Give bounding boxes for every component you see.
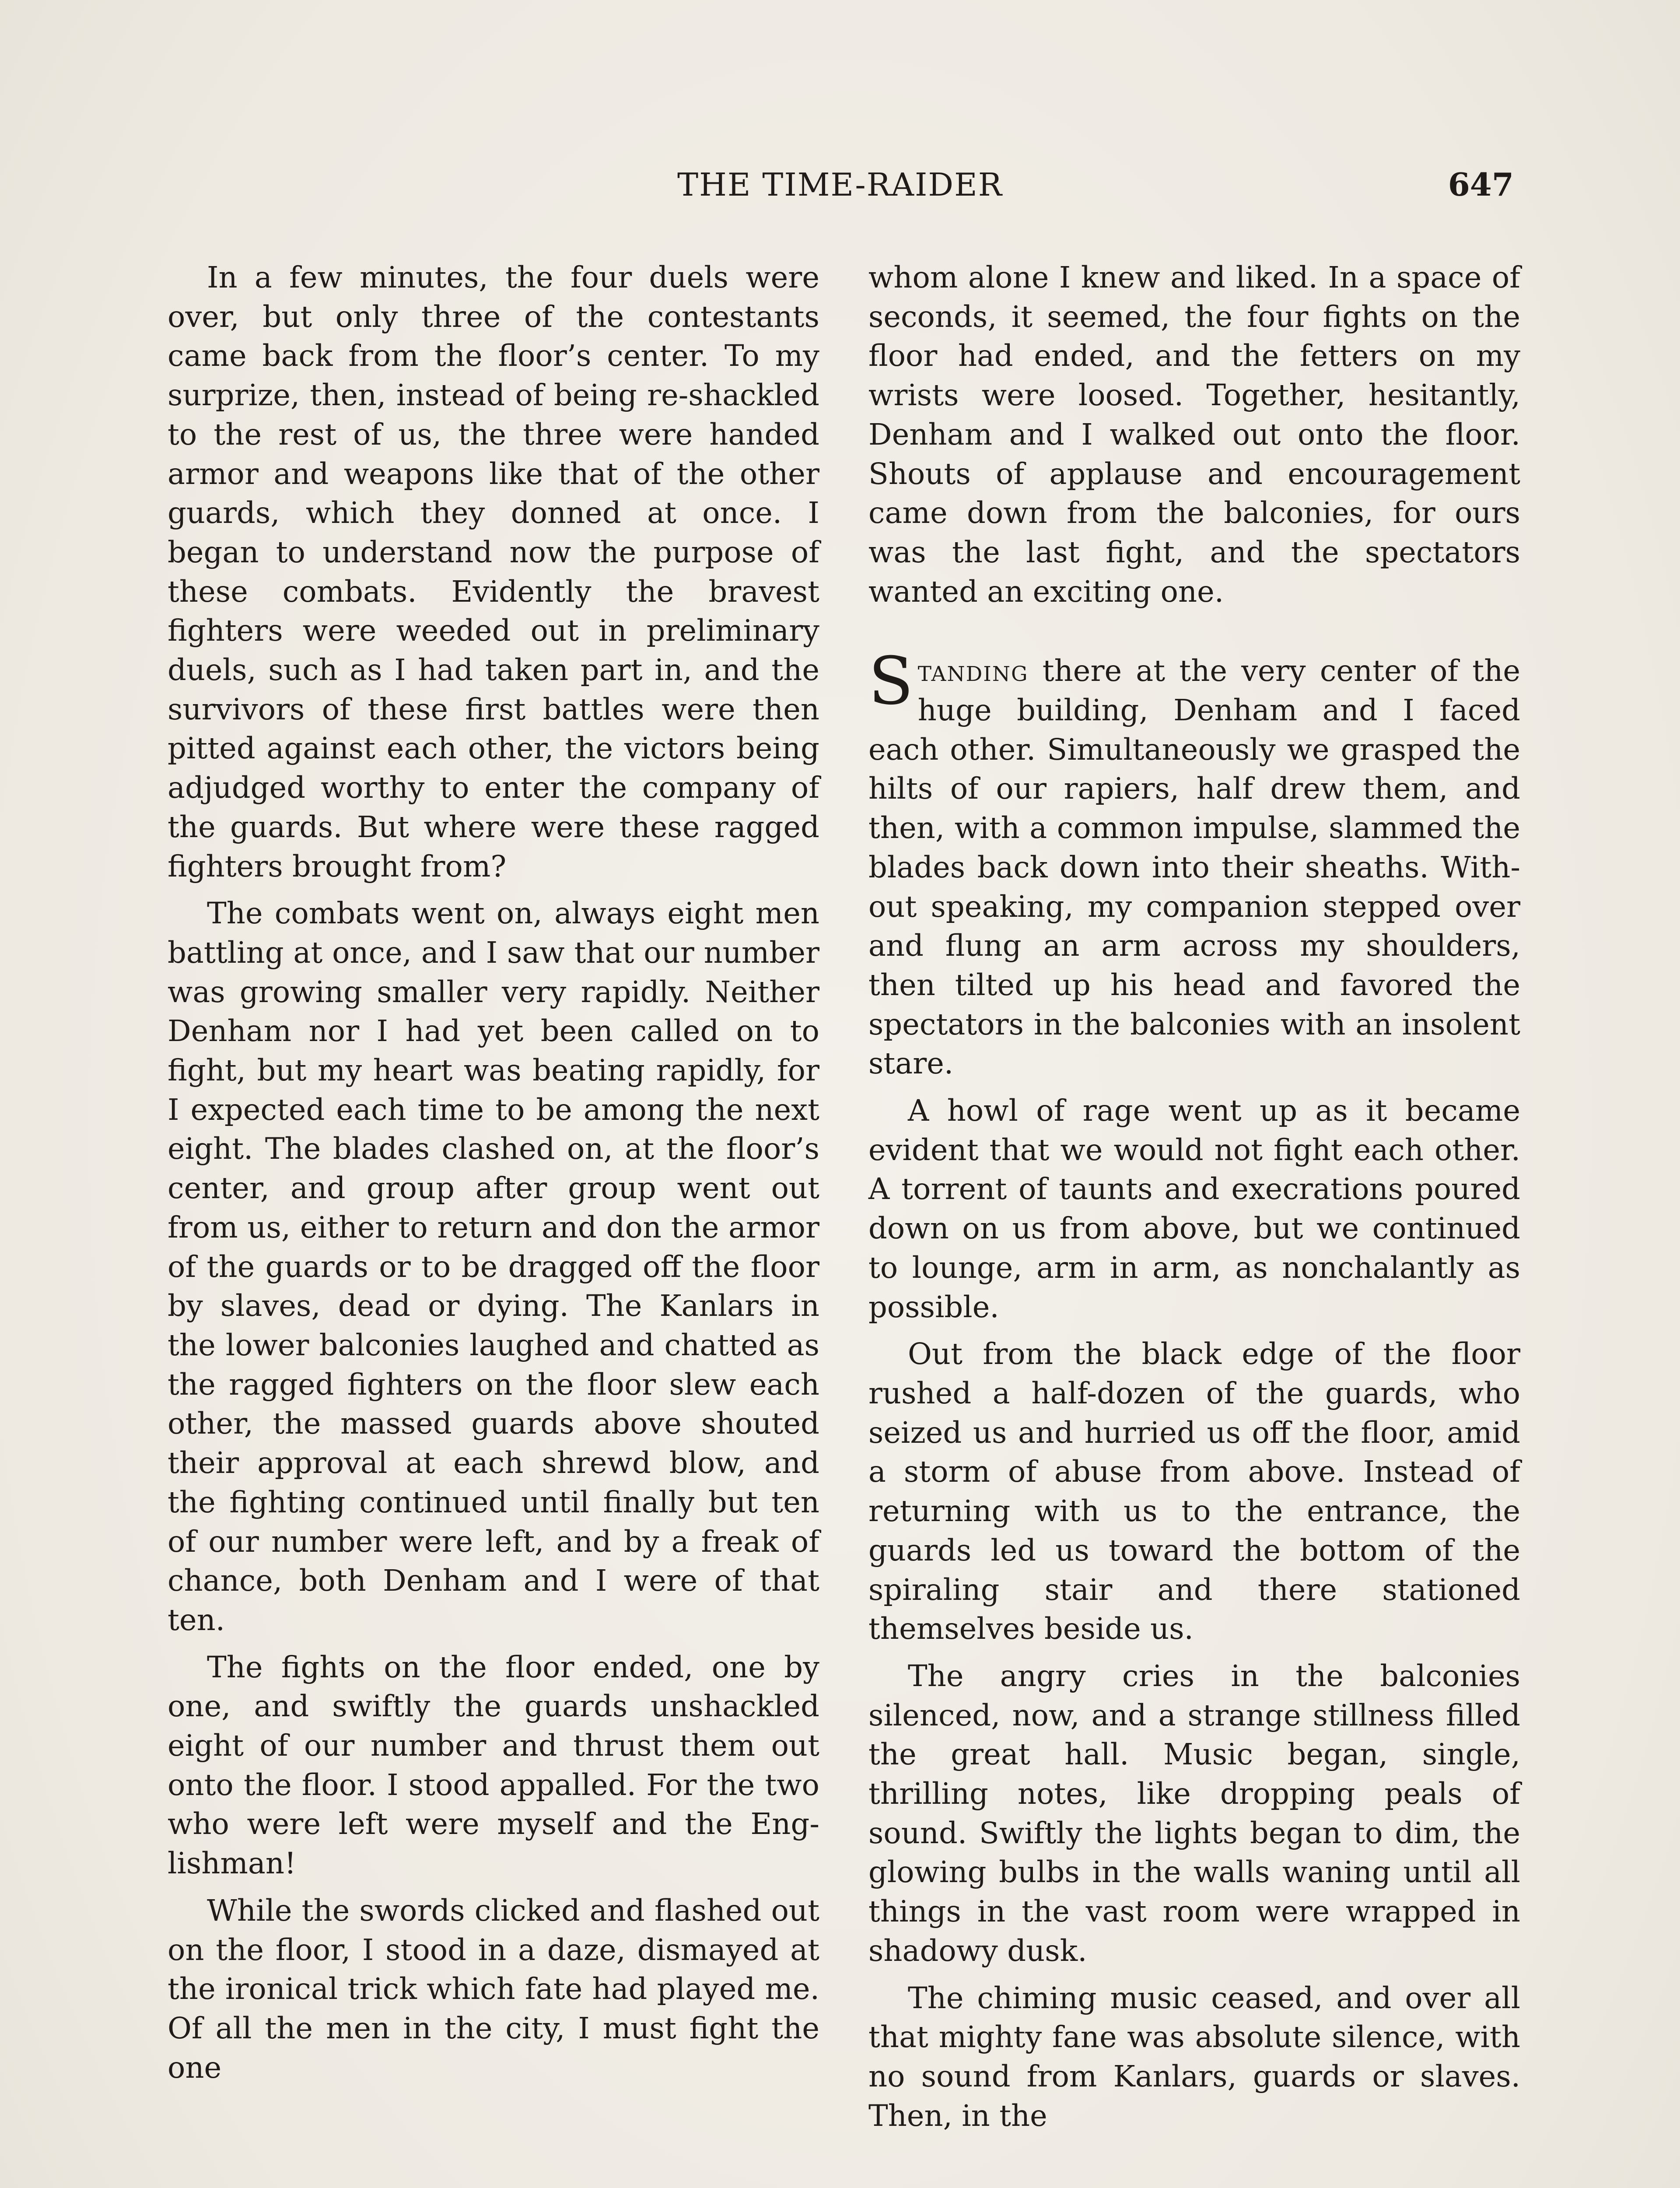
section-opening-paragraph (868, 643, 1520, 1083)
running-title: THE TIME-RAIDER (677, 166, 1003, 203)
paragraph-continued: whom alone I knew and liked. In a space of seconds, it seemed, the four fights on the floor had ended, and the fetters on my wrists were loosed. Together, hesitantly, Denham and I walked out onto the floor. Shouts of applause and encouragement came down from the balconies, for ours was the last fight, and the spectators wanted an exciting one. (868, 260, 1520, 609)
paragraph: The angry cries in the balconies silenced, now, and a strange stillness filled the great hall. Music began, single, thrilling notes, like dropping peals of sound. Swiftly the lights began to dim, the glowing bulbs in the walls waning until all things in the vast room were wrapped in shadowy dusk. (868, 1659, 1520, 1968)
section-text: there at the very center of the huge building, Denham and I faced each other. Simultaneously we grasped the hilts of our rapiers, half drew them, and then, with a common impulse, slammed the blades back down into their sheaths. Without speaking, my companion stepped over and flung an arm across my shoulders, then tilted up his head and favored the spectators in the balconies with an insolent stare. (868, 654, 1520, 1081)
paragraph: Out from the black edge of the floor rushed a half-dozen of the guards, who seized us and hurried us off the floor, amid a storm of abuse from above. Instead of returning with us to the entrance, the guards led us toward the bottom of the spiraling stair and there stationed themselves beside us. (868, 1337, 1520, 1646)
paragraph: A howl of rage went up as it became evident that we would not fight each other. A torrent of taunts and execrations poured down on us from above, but we continued to lounge, arm in arm, as nonchalantly as possible. (868, 1094, 1520, 1324)
paragraph: In a few minutes, the four duels were over, but only three of the contestants came back from the floor’s center. To my surprize, then, instead of being re-shackled to the rest of us, the three were handed armor and weapons like that of the other guards, which they donned at once. I began to understand now the purpose of these combats. Evidently the bravest fighters were weeded out in preliminary duels, such as I had taken part in, and the survivors of these first battles were then pitted against each other, the victors being adjudged worthy to enter the company of the guards. But where were these ragged fighters brought from? (168, 260, 819, 884)
drop-cap: S (868, 643, 914, 720)
lead-in-smallcaps: tanding (917, 654, 1029, 688)
left-column (168, 258, 819, 2095)
right-column (868, 258, 1520, 2143)
paragraph: The fights on the floor ended, one by one, and swiftly the guards unshackled eight of our number and thrust them out onto the floor. I stood appalled. For the two who were left were myself and the Englishman! (168, 1650, 819, 1881)
page-number: 647 (1448, 166, 1514, 203)
paragraph: The chiming music ceased, and over all that mighty fane was absolute silence, with no sound from Kanlars, guards or slaves. Then, in the (868, 1981, 1520, 2133)
paragraph: While the swords clicked and flashed out on the floor, I stood in a daze, dismayed at the ironical trick which fate had played me. Of all the men in the city, I must fight the one (168, 1893, 819, 2085)
running-head (166, 162, 1514, 214)
paragraph: The combats went on, always eight men battling at once, and I saw that our number was growing smaller very rapidly. Neither Denham nor I had yet been called on to fight, but my heart was beating rapidly, for I expected each time to be among the next eight. The blades clashed on, at the floor’s center, and group after group went out from us, either to return and don the armor of the guards or to be dragged off the floor by slaves, dead or dying. The Kanlars in the lower balconies laughed and chatted as the ragged fighters on the floor slew each other, the massed guards above shouted their approval at each shrewd blow, and the fighting continued until finally but ten of our number were left, and by a freak of chance, both Denham and I were of that ten. (168, 896, 819, 1637)
